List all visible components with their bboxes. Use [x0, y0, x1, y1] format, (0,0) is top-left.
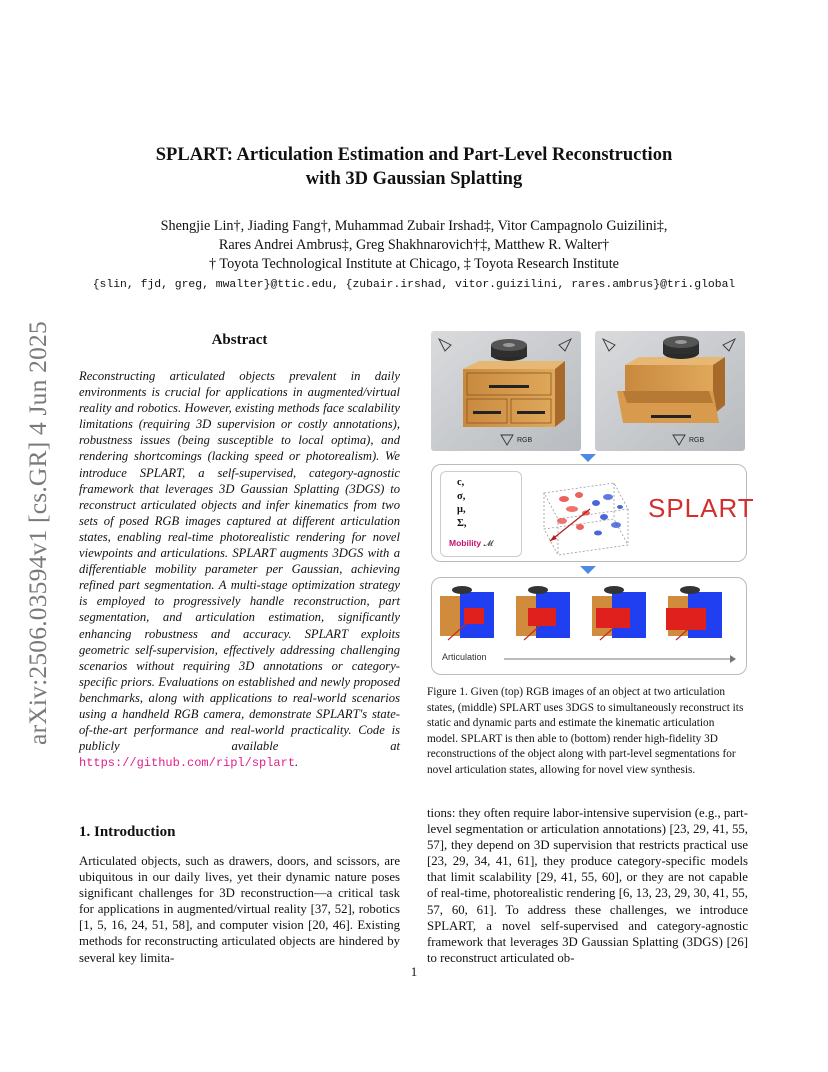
photo-closed-drawer: [431, 331, 581, 451]
title-line-1: SPLART: Articulation Estimation and Part-Level Reconstruction: [155, 145, 673, 165]
abstract-body: [79, 368, 400, 771]
param-list: [457, 476, 467, 530]
title-line-2: with 3D Gaussian Splatting: [305, 169, 523, 189]
figure-caption: Figure 1. Given (top) RGB images of an object at two articulation states, (middle) SPLART uses 3DGS to simultaneously reconstruct its static and dynamic parts and estimate the kinematic articulation model. SPLART is then able to (bottom) render high-fidelity 3D reconstructions of the object along with part-level segmentations for novel articulation states, allowing for novel view synthesis.: [427, 686, 744, 776]
photo-open-drawer: [595, 331, 745, 451]
abstract-heading: Abstract: [211, 332, 268, 348]
rgb-label-left: RGB: [517, 437, 533, 444]
page-number: 1: [410, 964, 418, 979]
param-covariance: Σ,: [457, 517, 467, 529]
authors-line-1: Shengjie Lin†, Jiading Fang†, Muhammad Zubair Irshad‡, Vitor Campagnolo Guizilini‡,: [160, 218, 668, 234]
authors-line-2: Rares Andrei Ambrus‡, Greg Shakhnarovich†‡, Matthew R. Walter†: [218, 237, 610, 253]
param-color: c,: [457, 477, 465, 488]
code-link[interactable]: https://github.com/ripl/splart: [79, 756, 296, 771]
gaussian-params-box: [440, 471, 522, 557]
param-mean: μ,: [457, 504, 466, 515]
mobility-symbol: 𝓜: [483, 538, 494, 548]
gaussian-cloud-illustration: [524, 469, 644, 557]
paper-title: [0, 143, 828, 191]
abstract-text: Reconstructing articulated objects prevalent in daily environments is crucial for applications in augmented/virtual reality and robotics. However, existing methods face scalability limitations (requiring 3D supervision or costly annotations), robustness issues (being susceptible to local optima), and rendering shortcomings (lacking speed or photorealism). We introduce SPLART, a self-supervised, category-agnostic framework that leverages 3D Gaussian Splatting (3DGS) to reconstruct articulated objects and infer kinematics from two sets of posed RGB images captured at different articulation states, enabling real-time photorealistic rendering for novel viewpoints and articulations. SPLART augments 3DGS with a differentiable mobility parameter per Gaussian, achieving refined part segmentation. A multi-stage optimization strategy is employed to progressively handle reconstruction, part segmentation, and articulation estimation, significantly enhancing robustness and accuracy. SPLART exploits geometric self-supervision, effectively addressing challenging scenarios without requiring 3D annotations or category-specific priors. Evaluations on established and newly proposed benchmarks, along with applications to real-world scenarios using a handheld RGB camera, demonstrate SPLART's state-of-the-art performance and real-world practicality. Code is publicly available at: [79, 369, 400, 754]
author-block: [0, 217, 828, 274]
figure-1: [427, 331, 755, 676]
articulation-arrow-icon: [504, 654, 736, 664]
arxiv-stamp-text: arXiv:2506.03594v1 [cs.GR] 4 Jun 2025: [23, 321, 52, 745]
rgb-label-right: RGB: [689, 437, 705, 444]
abstract-end: .: [295, 755, 299, 770]
intro-right-column: tions: they often require labor-intensive supervision (e.g., part-level segmentation or articulation annotations) [23, 29, 41, 55, 57], they depend on 3D supervision that restricts practical use [23, 29, 34, 41, 61], they produce category-specific models that limit scalability [29, 41, 55, 60], or they are not capable of real-time, photorealistic rendering [6, 13, 23, 29, 30, 41, 55, 57, 60, 61]. To address these challenges, we introduce SPLART, a novel self-supervised and category-agnostic framework that leverages 3D Gaussian Splatting (3DGS) [26] to reconstruct articulated ob-: [427, 806, 748, 965]
articulation-label: Articulation: [442, 652, 487, 662]
param-opacity: σ,: [457, 490, 466, 502]
mobility-row: [449, 538, 493, 549]
affiliations: † Toyota Technological Institute at Chicago, ‡ Toyota Research Institute: [209, 256, 619, 272]
segmented-renders: [438, 582, 738, 646]
section-heading-introduction: 1. Introduction: [79, 824, 176, 840]
gaussian-panel: [431, 464, 755, 562]
arrow-down-icon: [580, 454, 596, 462]
splart-logo: SPLART: [648, 493, 755, 523]
mobility-label: Mobility: [449, 538, 482, 548]
intro-left-column: Articulated objects, such as drawers, doors, and scissors, are ubiquitous in our daily lives, yet their dynamic nature poses significant challenges for 3D reconstruction—a critical task for applications in augmented/virtual reality [37, 52], robotics [1, 5, 16, 24, 51, 58], and computer vision [20, 46]. Existing methods for reconstructing articulated objects are hindered by several key limita-: [79, 854, 400, 965]
arxiv-stamp: [18, 298, 58, 768]
articulation-panel: [431, 577, 747, 675]
author-emails: {slin, fjd, greg, mwalter}@ttic.edu, {zubair.irshad, vitor.guizilini, rares.ambrus}@tri.global: [92, 279, 736, 291]
arrow-down-icon: [580, 566, 596, 574]
